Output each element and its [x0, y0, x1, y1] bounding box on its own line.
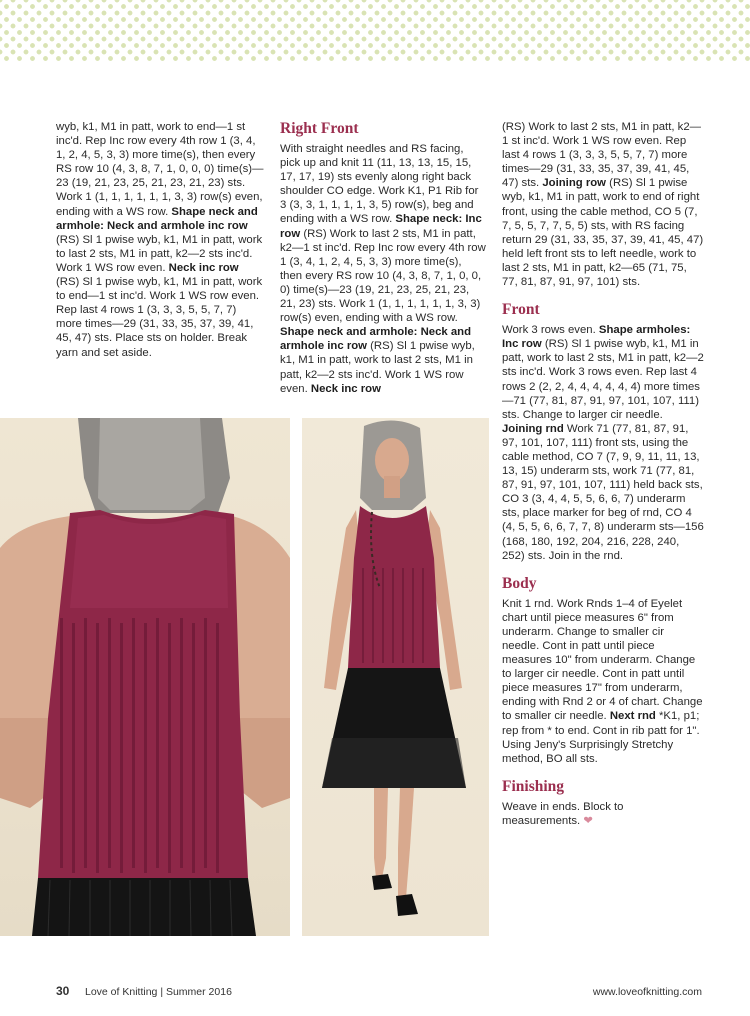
column-2: [280, 120, 486, 396]
back-view-illustration: [0, 418, 290, 936]
pattern-text: Weave in ends. Block to measurements. ❤: [502, 800, 624, 827]
photo-front-view: [302, 418, 489, 936]
pattern-text: With straight needles and RS facing, pick up and knit 11 (11, 13, 13, 15, 15, 17, 17, 19) sts evenly along right back shoulder CO edge. Work K1, P1 Rib for 3 (3, 3, 1, 1, 1, 1, 3, 5) row(s), beg and ending with a WS row. Shape neck: Inc row (RS) Work to last 2 sts, M1 in patt, k2—1 st inc'd. Rep Inc row every 4th row 1 (3, 4, 1, 2, 4, 5, 3, 3) more time(s), then every RS row 10 (4, 3, 8, 7, 1, 0, 0, 0) time(s)—23 (19, 21, 23, 25, 21, 23, 21, 23) sts. Work 1 (1, 1, 1, 1, 1, 1, 3, 3) row(s) even, ending with a WS row. Shape neck and armhole: Neck and armhole inc row (RS) Sl 1 pwise wyb, k1, M1 in patt, work to last 2 sts, M1 in patt, k2—2 sts inc'd. Work 1 WS row even. Neck inc row: [280, 143, 486, 395]
section-front: [502, 301, 704, 563]
instruction-bold: Joining rnd: [502, 422, 564, 435]
website-url: www.loveofknitting.com: [592, 986, 702, 998]
section-heading-body: Body: [502, 574, 537, 592]
pattern-text: Knit 1 rnd. Work Rnds 1–4 of Eyelet chart until piece measures 6" from underarm. Change to smaller cir needle. Cont in patt until piece measures 10" from underarm. Change to larger cir needle. Cont in patt until piece measures 17" from underarm, ending with Rnd 2 or 4 of chart. Change to smaller cir needle. Next rnd *K1, p1; rep from * to end. Cont in rib patt for 1". Using Jeny's Surprisingly Stretchy method, BO all sts.: [502, 597, 703, 765]
magazine-title: Love of Knitting: [85, 986, 158, 998]
section-heading-finishing: Finishing: [502, 777, 565, 795]
pattern-text: Work 3 rows even. Shape armholes: Inc row (RS) Sl 1 pwise wyb, k1, M1 in patt, work to last 2 sts, M1 in patt, k2—2 sts inc'd. Work 3 rows even. Rep last 4 rows 2 (2, 2, 4, 4, 4, 4, 4, 4) more times—71 (77, 81, 87, 91, 97, 101, 107, 111) sts. Change to larger cir needle. Joining rnd Work 71 (77, 81, 87, 91, 97, 101, 107, 111) front sts, using the cable method, CO 7 (7, 9, 9, 11, 11, 13, 13, 15) underarm sts, work 71 (77, 81, 87, 91, 97, 101, 107, 111) held back sts, CO 3 (3, 4, 4, 5, 5, 6, 6, 7) underarm sts, place marker for beg of rnd, CO 4 (4, 5, 5, 6, 6, 7, 7, 8) underarm sts—156 (168, 180, 192, 204, 216, 228, 240, 252) sts. Join in the rnd.: [502, 324, 704, 562]
pattern-text: (RS) Work to last 2 sts, M1 in patt, k2—1 st inc'd. Work 1 WS row even. Rep last 4 rows 1 (3, 3, 3, 5, 5, 7, 7) more times—29 (31, 33, 35, 37, 39, 41, 45, 47) sts. Joining row (RS) Sl 1 pwise wyb, k1, M1 in patt, work to end of right front, using the cable method, CO 5 (7, 7, 5, 5, 7, 7, 5, 5) sts, with RS facing return 29 (31, 33, 35, 37, 39, 41, 45, 47) held left front sts to left needle, work to last 2 sts, M1 in patt, k2—65 (71, 75, 77, 81, 87, 91, 97, 101) sts.: [502, 121, 704, 289]
instruction-bold: Joining row: [542, 177, 607, 190]
magazine-issue: Summer 2016: [165, 986, 232, 998]
instruction-bold: Shape neck and armhole: Neck and armhole inc row: [56, 205, 258, 232]
section-body: [502, 575, 704, 766]
instruction-bold: Shape armholes: Inc row: [502, 324, 691, 351]
instruction-bold: Neck inc row: [310, 382, 381, 395]
footer-separator: |: [160, 986, 164, 998]
column-1: [56, 120, 264, 360]
instruction-bold: Neck inc row: [168, 261, 239, 274]
instruction-bold: Shape neck: Inc row: [280, 213, 482, 240]
pattern-text: wyb, k1, M1 in patt, work to end—1 st inc'd. Rep Inc row every 4th row 1 (3, 4, 1, 2, 4, 5, 3, 3) more time(s), then every RS row 10 (4, 3, 8, 7, 1, 0, 0, 0) time(s)—23 (19, 21, 23, 25, 21, 23, 21, 23) sts. Work 1 (1, 1, 1, 1, 1, 1, 3, 3) row(s) even, ending with a WS row. Shape neck and armhole: Neck and armhole inc row (RS) Sl 1 pwise wyb, k1, M1 in patt, work to last 2 sts, M1 in patt, k2—2 sts inc'd. Work 1 WS row even. Neck inc row (RS) Sl 1 pwise wyb, k1, M1 in patt, work to end—1 st inc'd. Work 1 WS row even. Rep last 4 rows 1 (3, 3, 3, 5, 5, 7, 7) more times—29 (31, 33, 35, 37, 39, 41, 45, 47) sts. Place sts on holder. Break yarn and set aside.: [56, 121, 264, 359]
section-heading-front: Front: [502, 301, 540, 319]
section-heading-right-front: Right Front: [280, 120, 359, 137]
heart-icon: ❤: [583, 814, 593, 827]
instruction-bold: Next rnd: [609, 710, 656, 723]
instruction-bold: Shape neck and armhole: Neck and armhole inc row: [280, 326, 472, 353]
column-3: [502, 120, 704, 828]
page-number: 30: [56, 984, 70, 998]
photo-back-view: [0, 418, 290, 936]
front-view-illustration: [302, 418, 489, 936]
magazine-info: [85, 986, 232, 998]
polka-dot-header-band: [0, 0, 750, 62]
section-finishing: [502, 778, 704, 828]
